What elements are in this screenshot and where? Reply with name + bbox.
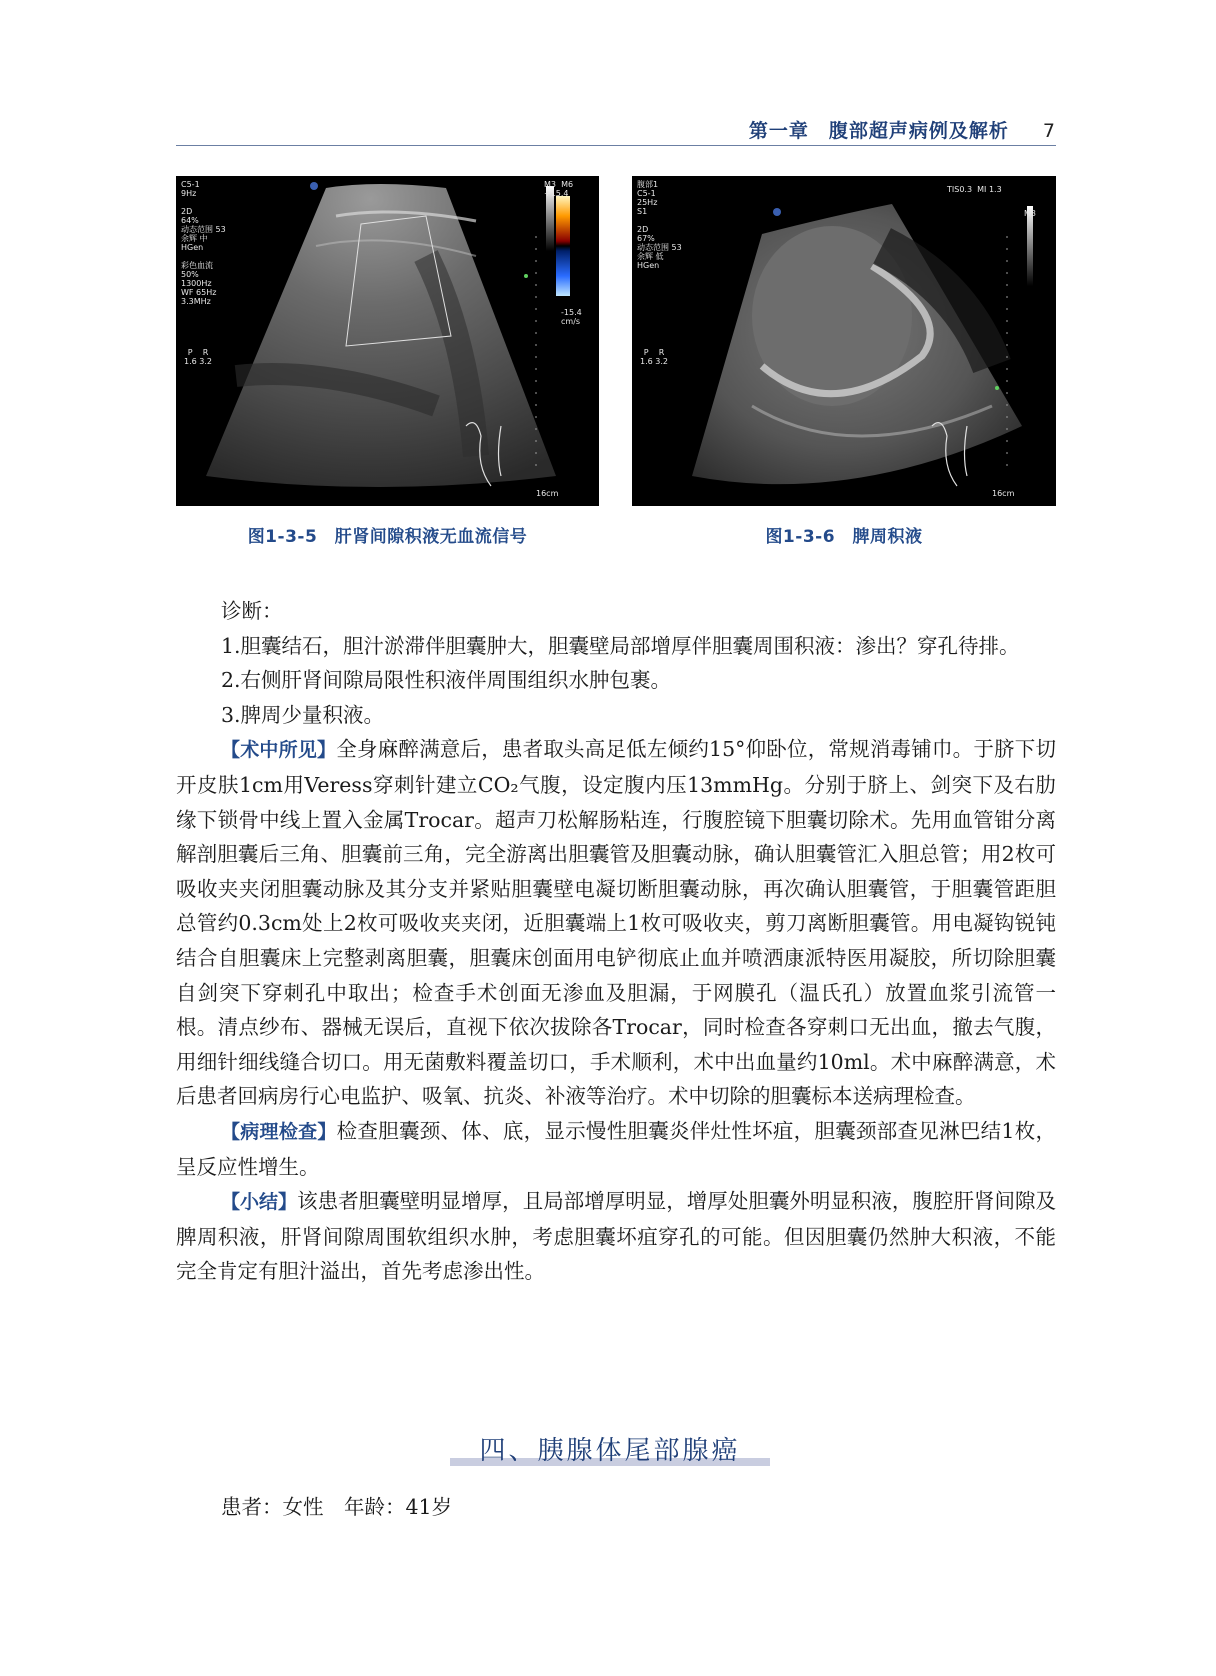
- summary-paragraph: [176, 1184, 1056, 1289]
- surgery-paragraph: [176, 732, 1056, 1114]
- surgery-text: 全身麻醉满意后，患者取头高足低左倾约15°仰卧位，常规消毒铺巾。于脐下切开皮肤1cm用Veress穿刺针建立CO₂气腹，设定腹内压13mmHg。分别于脐上、剑突下及右肋缘下锁骨中线上置入金属Trocar。超声刀松解肠粘连，行腹腔镜下胆囊切除术。先用血管钳分离解剖胆囊后三角、胆囊前三角，完全游离出胆囊管及胆囊动脉，确认胆囊管汇入胆总管；用2枚可吸收夹夹闭胆囊动脉及其分支并紧贴胆囊壁电凝切断胆囊动脉，再次确认胆囊管，于胆囊管距胆总管约0.3cm处上2枚可吸收夹夹闭，近胆囊端上1枚可吸收夹，剪刀离断胆囊管。用电凝钩锐钝结合自胆囊床上完整剥离胆囊，胆囊床创面用电铲彻底止血并喷洒康派特医用凝胶，所切除胆囊自剑突下穿刺孔中取出；检查手术创面无渗血及胆漏，于网膜孔（温氏孔）放置血浆引流管一根。清点纱布、器械无误后，直视下依次拔除各Trocar，同时检查各穿刺口无出血，撤去气腹，用细针细线缝合切口。用无菌敷料覆盖切口，手术顺利，术中出血量约10ml。术中麻醉满意，术后患者回病房行心电监护、吸氧、抗炎、补液等治疗。术中切除的胆囊标本送病理检查。: [176, 737, 1056, 1109]
- diagnosis-item: 1.胆囊结石，胆汁淤滞伴胆囊肿大，胆囊壁局部增厚伴胆囊周围积液：渗出？穿孔待排。: [221, 633, 1020, 658]
- ultrasound-scan-1: [176, 176, 599, 506]
- diagnosis-label: 诊断：: [221, 599, 283, 623]
- pathology-tag: 【病理检查】: [221, 1120, 337, 1143]
- diagnosis-item: 3.脾周少量积液。: [221, 702, 385, 727]
- pathology-paragraph: [176, 1114, 1056, 1184]
- figure-caption-2: 图1-3-6 脾周积液: [765, 527, 923, 547]
- orientation-marker: P R 1.6 3.2: [184, 348, 212, 366]
- surgery-tag: 【术中所见】: [221, 739, 337, 762]
- gray-scale-label: M3: [1024, 209, 1036, 218]
- section-heading: [440, 1430, 780, 1466]
- depth-label: 16cm: [536, 489, 559, 498]
- ultrasound-image-2: [632, 176, 1056, 506]
- color-scale-top: M3 M6 +15.4: [544, 180, 574, 198]
- scan-settings-text: C5-1 9Hz 2D 64% 动态范围 53 余辉 中 HGen 彩色血流 50% 1300Hz WF 65Hz 3.3MHz: [181, 180, 226, 306]
- main-text: [176, 594, 1056, 1289]
- section-heading-text: 四、胰腺体尾部腺癌: [479, 1436, 741, 1466]
- diagnosis-item: 2.右侧肝肾间隙局限性积液伴周围组织水肿包裹。: [221, 668, 672, 693]
- page-header: [176, 112, 1056, 146]
- ultrasound-scan-2: [632, 176, 1056, 506]
- patient-info: 患者：女性 年龄：41岁: [221, 1495, 453, 1519]
- scan-settings-text: 腹部1 C5-1 25Hz S1 2D 67% 动态范围 53 余辉 低 HGen: [637, 180, 682, 270]
- figure-caption-1: 图1-3-5 肝肾间隙积液无血流信号: [247, 527, 528, 547]
- color-scale-bottom: -15.4 cm/s: [561, 308, 582, 326]
- depth-label: 16cm: [992, 489, 1015, 498]
- summary-text: 该患者胆囊壁明显增厚，且局部增厚明显，增厚处胆囊外明显积液，腹腔肝肾间隙及脾周积液，肝肾间隙周围软组织水肿，考虑胆囊坏疽穿孔的可能。但因胆囊仍然肿大积液，不能完全肯定有胆汁溢出，首先考虑渗出性。: [176, 1189, 1056, 1284]
- pathology-text: 检查胆囊颈、体、底，显示慢性胆囊炎伴灶性坏疽，胆囊颈部查见淋巴结1枚，呈反应性增生。: [176, 1118, 1056, 1179]
- orientation-marker: P R 1.6 3.2: [640, 348, 668, 366]
- scan-index-text: TIS0.3 MI 1.3: [947, 185, 1002, 194]
- ultrasound-image-1: [176, 176, 599, 506]
- chapter-title: 第一章 腹部超声病例及解析: [748, 120, 1009, 142]
- header-text: [749, 116, 1056, 143]
- summary-tag: 【小结】: [221, 1191, 298, 1214]
- header-rule: [176, 145, 1056, 146]
- page-number: 7: [1042, 120, 1056, 142]
